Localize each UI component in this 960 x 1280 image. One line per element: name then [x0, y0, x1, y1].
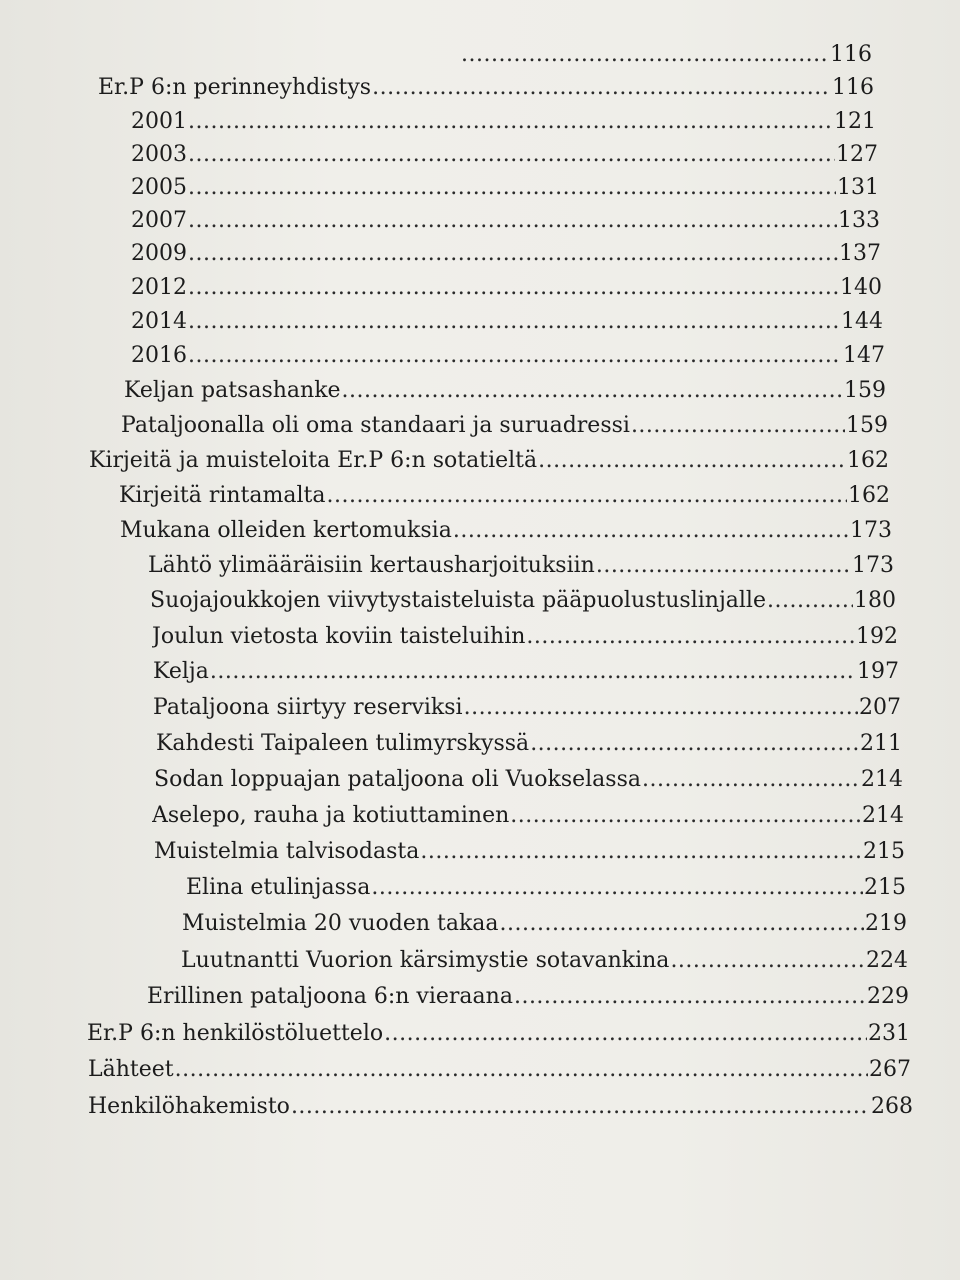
toc-leader-dots	[342, 376, 843, 406]
toc-entry-page: 127	[836, 142, 878, 167]
toc-leader-dots	[642, 765, 860, 795]
toc-entry-title: 2005	[131, 175, 187, 200]
toc-entry-title: Kahdesti Taipaleen tulimyrskyssä	[156, 731, 530, 756]
toc-entry-title: Henkilöhakemisto	[88, 1094, 290, 1119]
toc-entry-title: Suojajoukkojen viivytystaisteluista pääpuolustuslinjalle	[150, 588, 766, 613]
toc-entry	[154, 765, 903, 795]
toc-leader-dots	[384, 1019, 867, 1049]
toc-entry	[121, 411, 888, 441]
toc-entry-title: 2016	[131, 343, 187, 368]
toc-entry-page: 214	[862, 803, 904, 828]
toc-entry-page: 147	[843, 343, 885, 368]
toc-entry	[119, 481, 890, 511]
toc-entry	[153, 657, 899, 687]
toc-entry-title: 2003	[131, 142, 187, 167]
toc-entry	[460, 40, 872, 70]
toc-entry-page: 214	[861, 767, 903, 792]
toc-entry-title: Kirjeitä ja muisteloita Er.P 6:n sotatieltä	[89, 448, 538, 473]
toc-entry-page: 116	[832, 75, 874, 100]
toc-entry	[131, 206, 880, 236]
toc-entry-page: 162	[848, 483, 890, 508]
toc-entry-title: 2012	[131, 275, 187, 300]
toc-leader-dots	[326, 481, 847, 511]
toc-entry-page: 180	[854, 588, 896, 613]
toc-leader-dots	[464, 693, 858, 723]
toc-leader-dots	[510, 801, 861, 831]
toc-leader-dots	[453, 516, 849, 546]
toc-leader-dots	[530, 729, 859, 759]
toc-entry	[156, 729, 902, 759]
toc-entry-page: 224	[866, 948, 908, 973]
toc-entry-page: 207	[859, 695, 901, 720]
toc-entry-title: 2014	[131, 309, 187, 334]
toc-entry	[131, 173, 879, 203]
toc-leader-dots	[514, 982, 866, 1012]
toc-leader-dots	[670, 946, 865, 976]
toc-entry-title: Pataljoonalla oli oma standaari ja suruadressi	[121, 413, 630, 438]
toc-entry	[186, 873, 906, 903]
toc-entry-title: Lähteet	[88, 1057, 174, 1082]
toc-leader-dots	[188, 273, 839, 303]
toc-entry	[150, 586, 896, 616]
toc-leader-dots	[596, 551, 851, 581]
toc-entry	[98, 73, 874, 103]
toc-entry-title: Erillinen pataljoona 6:n vieraana	[147, 984, 513, 1009]
toc-leader-dots	[188, 239, 838, 269]
toc-entry-title: Kelja	[153, 659, 209, 684]
toc-leader-dots	[767, 586, 853, 616]
toc-entry	[152, 622, 898, 652]
toc-leader-dots	[372, 73, 831, 103]
toc-leader-dots	[538, 446, 846, 476]
toc-entry	[152, 801, 904, 831]
toc-leader-dots	[188, 107, 833, 137]
toc-leader-dots	[188, 206, 837, 236]
toc-entry	[147, 982, 909, 1012]
toc-entry	[153, 693, 901, 723]
toc-entry-page: 121	[834, 109, 876, 134]
toc-leader-dots	[631, 411, 845, 441]
toc-entry-title: 2009	[131, 241, 187, 266]
toc-entry-page: 133	[838, 208, 880, 233]
toc-entry-page: 192	[856, 624, 898, 649]
toc-entry-title: Luutnantti Vuorion kärsimystie sotavankina	[181, 948, 670, 973]
toc-entry	[131, 140, 878, 170]
toc-entry-page: 137	[839, 241, 881, 266]
toc-entry-title: Keljan patsashanke	[124, 378, 341, 403]
toc-entry-page: 159	[844, 378, 886, 403]
toc-entry-title: Lähtö ylimääräisiin kertausharjoituksiin	[148, 553, 595, 578]
toc-leader-dots	[175, 1055, 868, 1085]
toc-entry	[154, 837, 905, 867]
toc-entry	[131, 341, 885, 371]
toc-entry-title: Muistelmia talvisodasta	[154, 839, 420, 864]
toc-leader-dots	[188, 140, 835, 170]
toc-entry-title: 2001	[131, 109, 187, 134]
toc-leader-dots	[461, 40, 829, 70]
toc-entry	[88, 1092, 913, 1122]
toc-entry-page: 162	[847, 448, 889, 473]
toc-entry-title: Sodan loppuajan pataljoona oli Vuokselassa	[154, 767, 641, 792]
toc-entry-page: 173	[850, 518, 892, 543]
toc-entry	[120, 516, 892, 546]
toc-entry-title: 2007	[131, 208, 187, 233]
toc-entry-title: Pataljoona siirtyy reserviksi	[153, 695, 463, 720]
toc-entry-title: Muistelmia 20 vuoden takaa	[182, 911, 499, 936]
toc-leader-dots	[188, 307, 840, 337]
toc-leader-dots	[371, 873, 863, 903]
toc-entry	[182, 909, 907, 939]
toc-leader-dots	[420, 837, 862, 867]
toc-entry-title: Kirjeitä rintamalta	[119, 483, 326, 508]
toc-leader-dots	[291, 1092, 870, 1122]
toc-entry-page: 116	[830, 42, 872, 67]
toc-entry	[131, 273, 882, 303]
toc-entry	[124, 376, 886, 406]
toc-entry	[131, 239, 881, 269]
toc-leader-dots	[500, 909, 864, 939]
toc-entry-title: Elina etulinjassa	[186, 875, 371, 900]
toc-entry	[88, 1055, 911, 1085]
toc-entry	[87, 1019, 910, 1049]
toc-leader-dots	[210, 657, 856, 687]
toc-entry-page: 144	[841, 309, 883, 334]
toc-entry-page: 219	[865, 911, 907, 936]
toc-entry-page: 231	[868, 1021, 910, 1046]
toc-entry-page: 215	[864, 875, 906, 900]
toc-entry-page: 159	[846, 413, 888, 438]
toc-entry-page: 140	[840, 275, 882, 300]
toc-leader-dots	[188, 341, 842, 371]
toc-entry	[181, 946, 908, 976]
toc-entry-title: Er.P 6:n perinneyhdistys	[98, 75, 372, 100]
toc-entry-title: Er.P 6:n henkilöstöluettelo	[87, 1021, 384, 1046]
toc-entry-page: 267	[869, 1057, 911, 1082]
toc-entry-page: 229	[867, 984, 909, 1009]
toc-entry-page: 211	[860, 731, 902, 756]
toc-entry	[131, 307, 883, 337]
toc-leader-dots	[526, 622, 855, 652]
toc-leader-dots	[188, 173, 836, 203]
toc-entry-page: 268	[871, 1094, 913, 1119]
toc-entry	[131, 107, 876, 137]
toc-entry-page: 131	[837, 175, 879, 200]
toc-entry-page: 215	[863, 839, 905, 864]
toc-entry	[89, 446, 889, 476]
toc-entry-page: 197	[857, 659, 899, 684]
toc-entry-title: Mukana olleiden kertomuksia	[120, 518, 452, 543]
toc-entry-title: Aselepo, rauha ja kotiuttaminen	[152, 803, 510, 828]
toc-entry-title: Joulun vietosta koviin taisteluihin	[152, 624, 526, 649]
toc-entry-page: 173	[852, 553, 894, 578]
toc-entry	[148, 551, 894, 581]
